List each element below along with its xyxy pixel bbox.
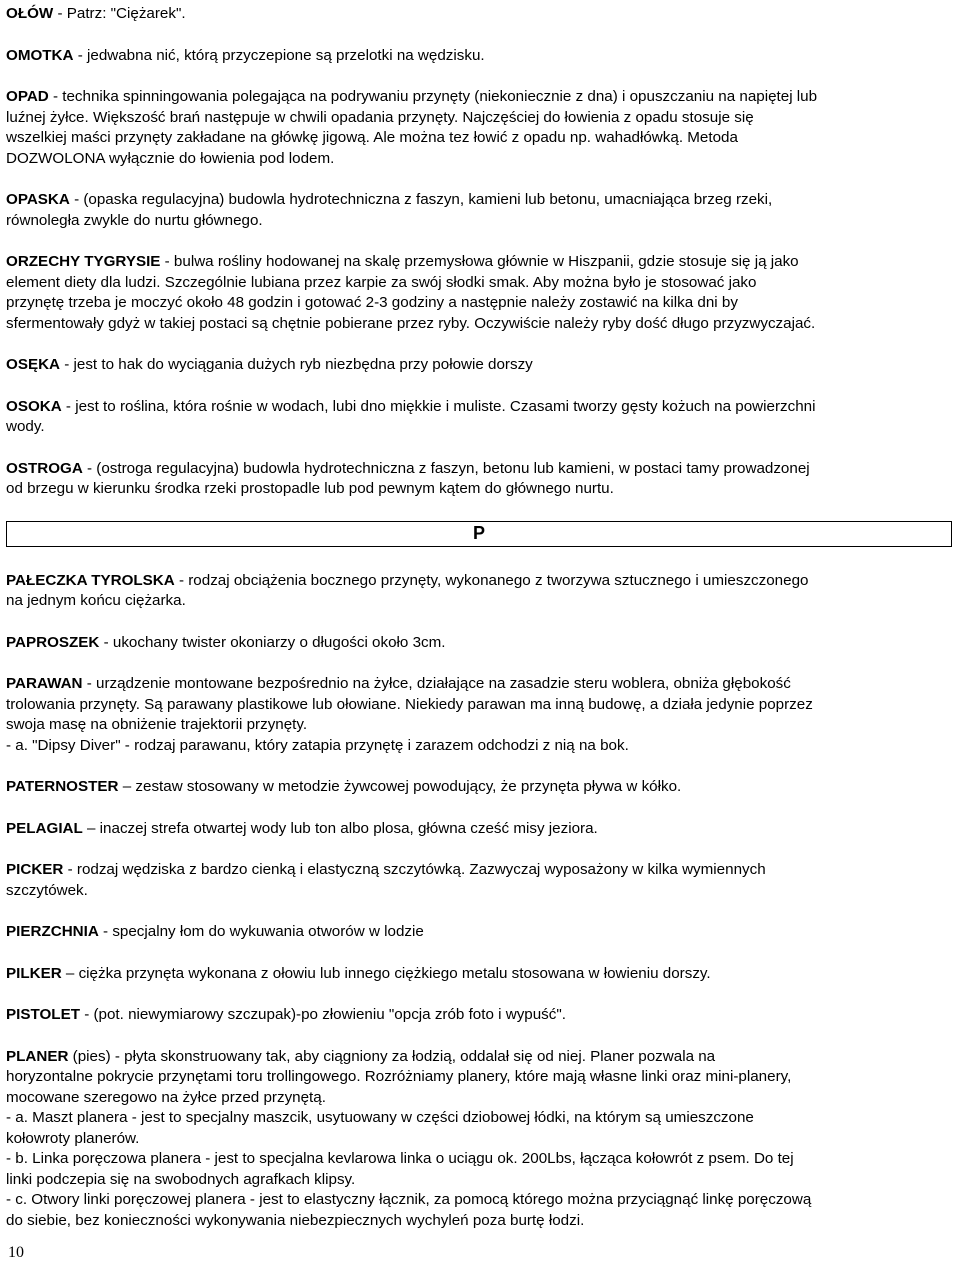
entry-line: sfermentowały gdyż w takiej postaci są chętnie pobierane przez ryby. Oczywiście należy ryby dość długo przyzwyczajać. — [6, 314, 816, 332]
entry-line: swoja masę na obniżenie trajektorii przynęty. — [6, 716, 308, 733]
entry-line: OŁÓW - Patrz: "Ciężarek". — [6, 5, 186, 22]
glossary-entries-p — [6, 571, 952, 1232]
entry-line: PISTOLET - (pot. niewymiarowy szczupak)-po złowieniu "opcja zrób foto i wypuść". — [6, 1006, 566, 1023]
entry-term: PICKER — [6, 861, 64, 878]
entry-line: PILKER – ciężka przynęta wykonana z ołowiu lub innego ciężkiego metalu stosowana w łowieniu dorszy. — [6, 964, 711, 982]
entry-line: wszelkiej maści przynęty zakładane na główkę jigową. Ale można tez łowić z opadu np. wahadłówką. Metoda — [6, 129, 738, 146]
section-letter: P — [472, 523, 485, 543]
glossary-entry — [6, 571, 952, 612]
glossary-entry — [6, 87, 952, 169]
entry-term: PIERZCHNIA — [6, 923, 99, 940]
entry-line: wody. — [6, 418, 45, 435]
entry-line: od brzegu w kierunku środka rzeki prostopadle lub pod pewnym kątem do głównego nurtu. — [6, 480, 614, 497]
glossary-entry — [6, 777, 952, 798]
entry-line: PELAGIAL – inaczej strefa otwartej wody lub ton albo plosa, główna cześć misy jeziora. — [6, 819, 598, 837]
entry-line: OPASKA - (opaska regulacyjna) budowla hydrotechniczna z faszyn, kamieni lub betonu, umacniająca brzeg rzeki, — [6, 191, 773, 208]
entry-line: horyzontalne pokrycie przynętami toru trollingowego. Rozróżniamy planery, które mają własne linki oraz mini-planery, — [6, 1068, 792, 1085]
entry-line: PICKER - rodzaj wędziska z bardzo cienką i elastyczną szczytówką. Zazwyczaj wyposażony w kilka wymiennych — [6, 861, 766, 878]
entry-line: ORZECHY TYGRYSIE - bulwa rośliny hodowanej na skalę przemysłowa głównie w Hiszpanii, gdzie stosuje się ją jako — [6, 253, 799, 270]
entry-line: PARAWAN - urządzenie montowane bezpośrednio na żyłce, działające na zasadzie steru woblera, obniża głębokość — [6, 675, 791, 692]
entry-line: na jednym końcu ciężarka. — [6, 592, 186, 609]
entry-line: linki podczepia się na swobodnych agrafkach klipsy. — [6, 1170, 356, 1188]
entry-line: OSĘKA - jest to hak do wyciągania dużych ryb niezbędna przy połowie dorszy — [6, 356, 533, 373]
entry-line: - c. Otwory linki poręczowej planera - jest to elastyczny łącznik, za pomocą którego można przyciągnąć linkę poręczową — [6, 1191, 812, 1208]
entry-line: PAPROSZEK - ukochany twister okoniarzy o długości około 3cm. — [6, 633, 446, 651]
glossary-entry — [6, 674, 952, 756]
entry-line: przynętę trzeba je moczyć około 48 godzin i gotować 2-3 godziny a następnie należy zostawić na kilka dni by — [6, 294, 738, 311]
entry-line: DOZWOLONA wyłącznie do łowienia pod lodem. — [6, 149, 335, 167]
entry-line: kołowroty planerów. — [6, 1129, 140, 1147]
entry-line: OSTROGA - (ostroga regulacyjna) budowla hydrotechniczna z faszyn, betonu lub kamieni, w postaci tamy prowadzonej — [6, 459, 810, 477]
entry-term: OMOTKA — [6, 46, 74, 64]
glossary-entry — [6, 397, 952, 438]
glossary-entry — [6, 964, 952, 985]
entry-line: PATERNOSTER – zestaw stosowany w metodzie żywcowej powodujący, że przynęta pływa w kółko. — [6, 778, 682, 795]
glossary-entry — [6, 633, 952, 654]
entry-line: OSOKA - jest to roślina, która rośnie w wodach, lubi dno miękkie i muliste. Czasami tworzy gęsty kożuch na powierzchni — [6, 397, 816, 415]
section-header-p — [6, 521, 952, 547]
entry-term: PAŁECZKA TYROLSKA — [6, 571, 175, 589]
page-number: 10 — [8, 1244, 24, 1261]
entry-line: do siebie, bez konieczności wykonywania niebezpiecznych wychyleń poza burtę łodzi. — [6, 1211, 585, 1229]
document-page — [6, 4, 952, 1252]
entry-line: szczytówek. — [6, 881, 88, 899]
entry-term: OSĘKA — [6, 356, 61, 373]
glossary-entry — [6, 1005, 952, 1026]
entry-line: - a. "Dipsy Diver" - rodzaj parawanu, który zatapia przynętę i zarazem odchodzi z nią na bok. — [6, 736, 629, 754]
entry-term: OSOKA — [6, 397, 62, 415]
glossary-entry — [6, 190, 952, 231]
glossary-entry — [6, 922, 952, 943]
glossary-entry — [6, 355, 952, 376]
entry-term: PATERNOSTER — [6, 778, 119, 795]
glossary-entry — [6, 459, 952, 500]
entry-line: luźnej żyłce. Większość brań następuje w chwili opadania przynęty. Najczęściej do łowienia z opadu stosuje się — [6, 108, 754, 126]
entry-term: PISTOLET — [6, 1006, 80, 1023]
entry-term: ORZECHY TYGRYSIE — [6, 253, 161, 270]
glossary-entries-o — [6, 4, 952, 500]
entry-line: mocowane szeregowo na żyłce przed przynętą. — [6, 1088, 326, 1106]
glossary-entry — [6, 46, 952, 67]
entry-term: PILKER — [6, 964, 62, 982]
entry-term: PAPROSZEK — [6, 633, 100, 651]
entry-line: trolowania przynęty. Są parawany plastikowe lub ołowiane. Niekiedy parawan ma inną budowę, a działa jedynie poprzez — [6, 695, 813, 713]
entry-line: PAŁECZKA TYROLSKA - rodzaj obciążenia bocznego przynęty, wykonanego z tworzywa sztucznego i umieszczonego — [6, 571, 809, 589]
entry-term: PELAGIAL — [6, 819, 83, 837]
glossary-entry — [6, 1047, 952, 1232]
entry-line: równoległa zwykle do nurtu głównego. — [6, 211, 263, 229]
glossary-entry — [6, 4, 952, 25]
entry-term: OŁÓW — [6, 5, 54, 22]
entry-term: PLANER — [6, 1047, 69, 1065]
entry-term: OSTROGA — [6, 459, 83, 477]
glossary-entry — [6, 819, 952, 840]
entry-line: element diety dla ludzi. Szczególnie lubiana przez karpie za swój słodki smak. Aby można było je stosować jako — [6, 273, 757, 291]
glossary-entry — [6, 860, 952, 901]
entry-line: OMOTKA - jedwabna nić, którą przyczepione są przelotki na wędzisku. — [6, 46, 485, 64]
entry-term: PARAWAN — [6, 675, 83, 692]
entry-term: OPAD — [6, 88, 49, 105]
entry-term: OPASKA — [6, 191, 70, 208]
entry-line: PLANER (pies) - płyta skonstruowany tak, aby ciągniony za łodzią, oddalał się od niej. Planer pozwala na — [6, 1047, 716, 1065]
entry-line: - a. Maszt planera - jest to specjalny maszcik, usytuowany w części dziobowej łódki, na którym są umieszczone — [6, 1109, 754, 1126]
glossary-entry — [6, 252, 952, 334]
entry-line: PIERZCHNIA - specjalny łom do wykuwania otworów w lodzie — [6, 923, 424, 940]
entry-line: OPAD - technika spinningowania polegająca na podrywaniu przynęty (niekoniecznie z dna) i opuszczaniu na napiętej lub — [6, 88, 818, 105]
entry-line: - b. Linka poręczowa planera - jest to specjalna kevlarowa linka o uciągu ok. 200Lbs, łącząca kołowrót z psem. Do tej — [6, 1150, 794, 1167]
